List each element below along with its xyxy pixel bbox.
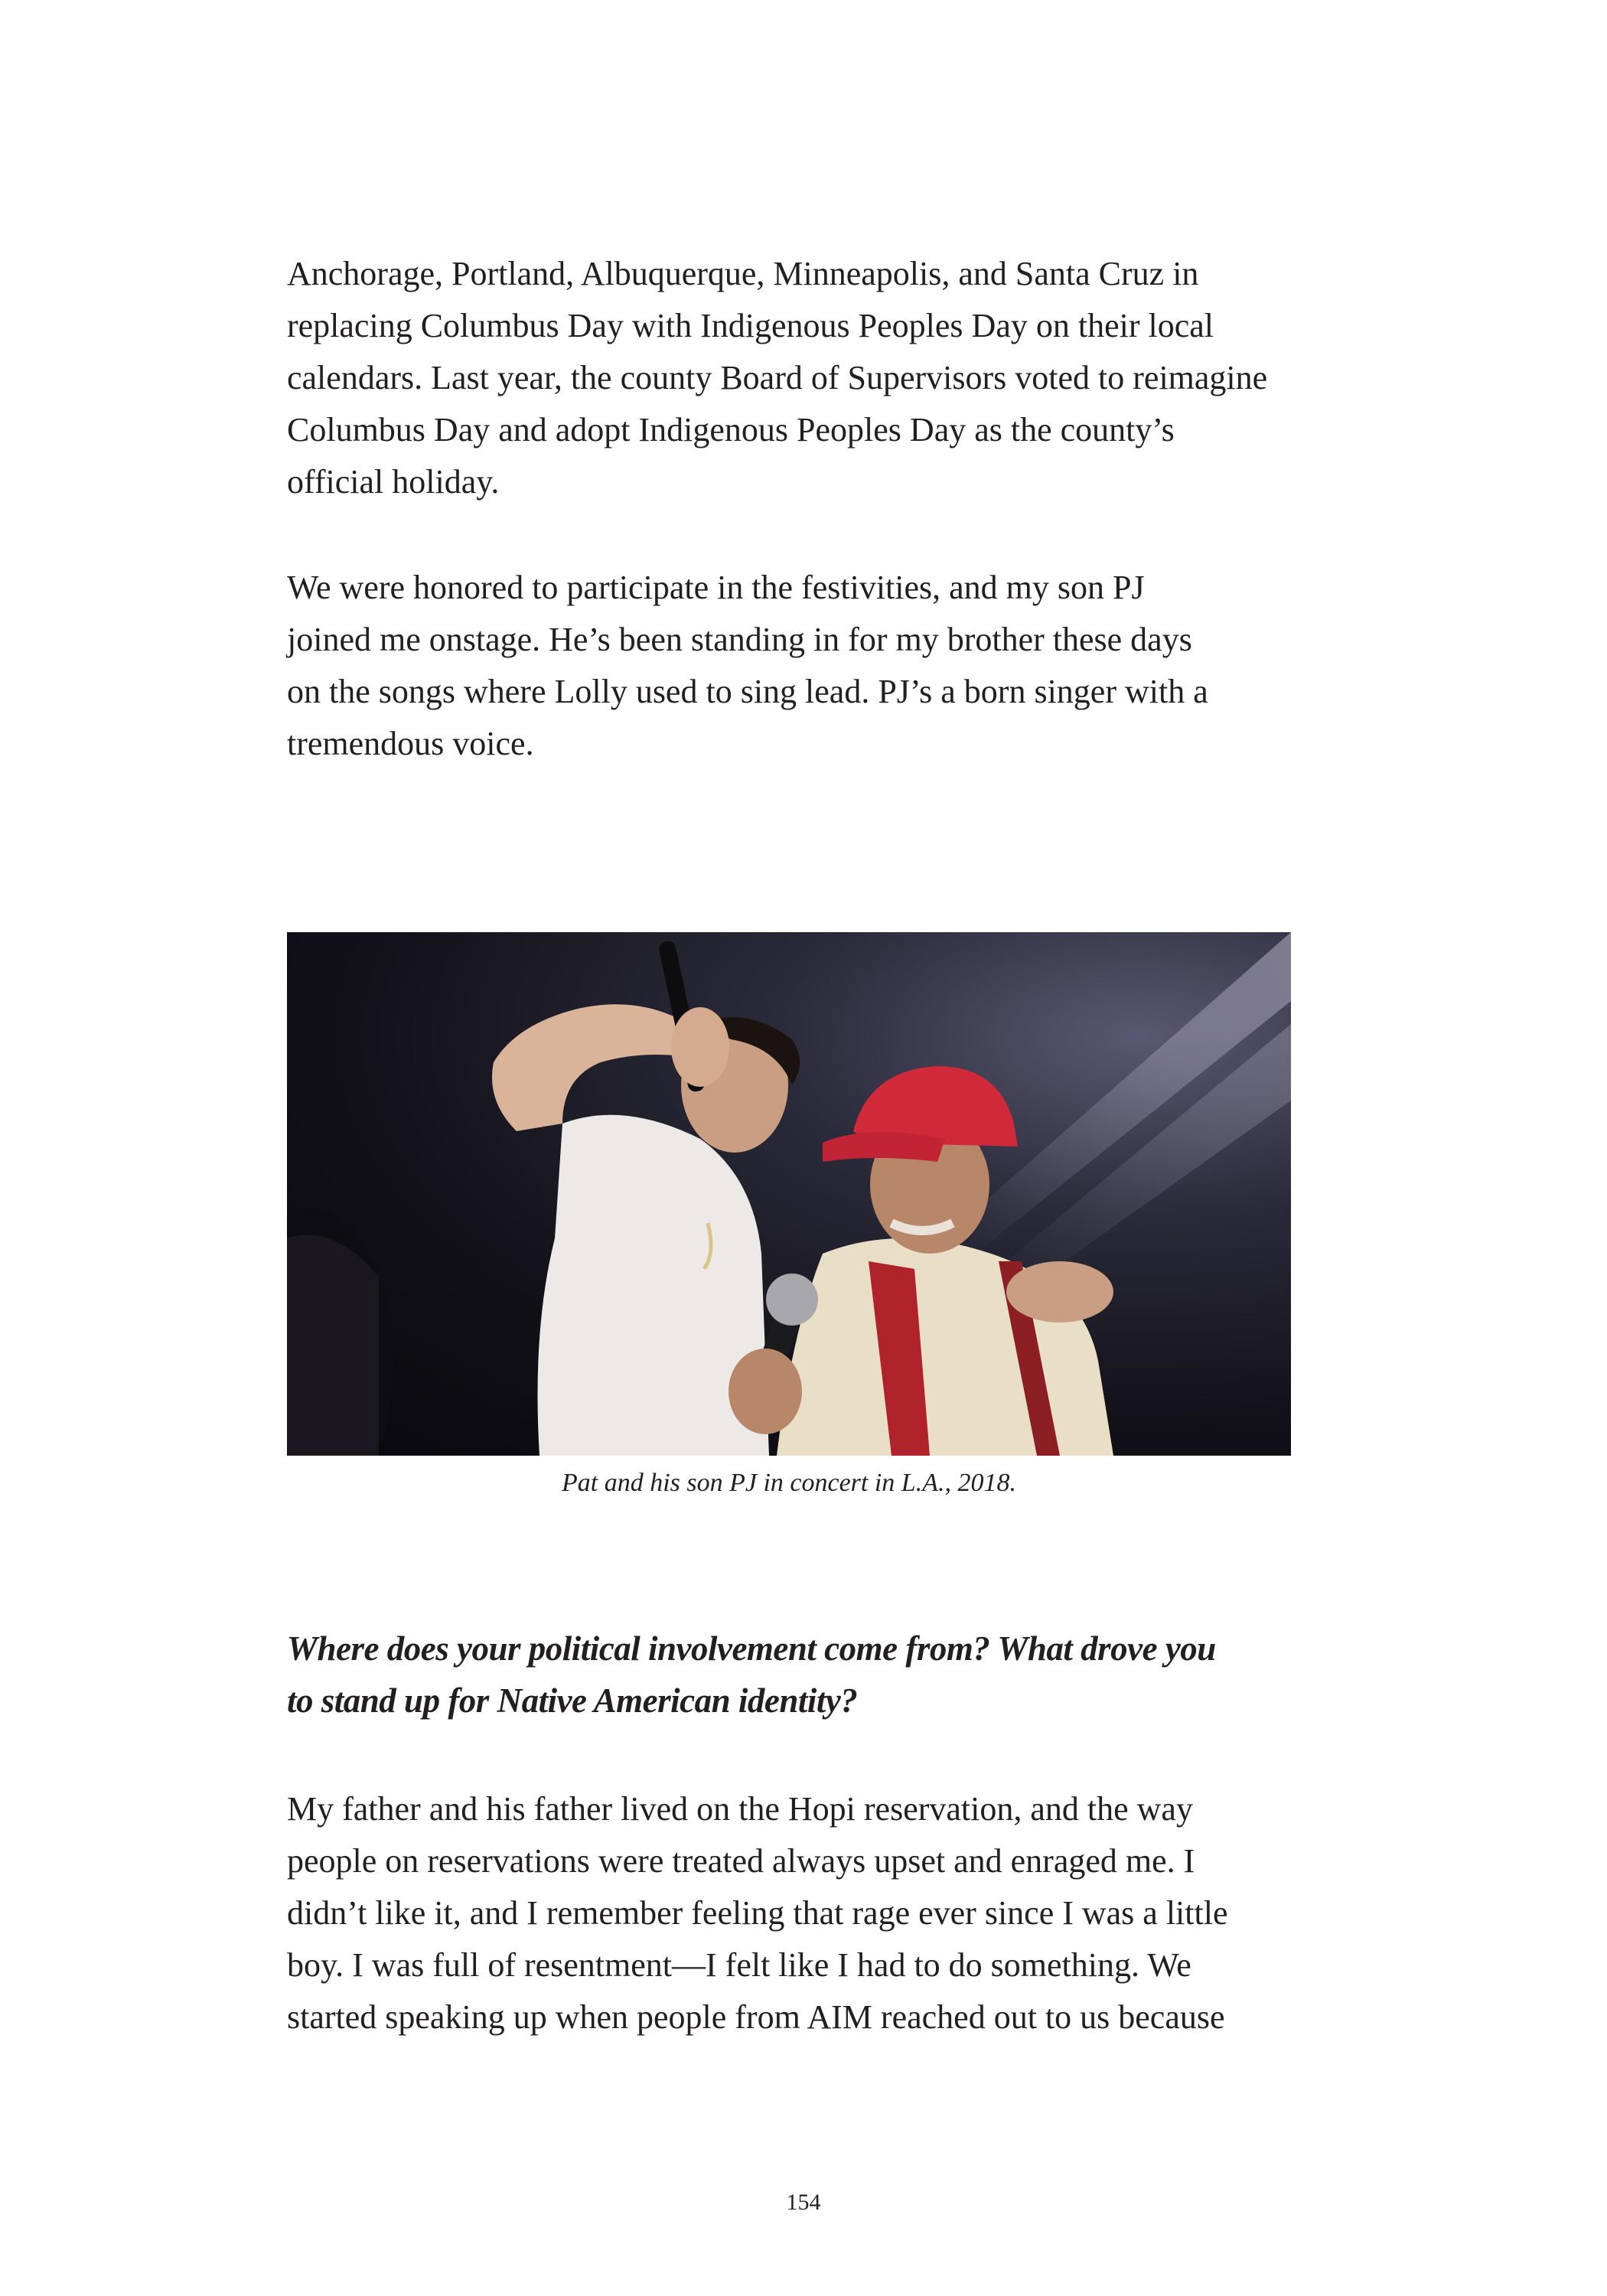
page-number: 154	[786, 2190, 821, 2215]
concert-photo-illustration	[287, 932, 1291, 1456]
text-line: boy. I was full of resentment—I felt like I had to do something. We	[287, 1946, 1191, 1984]
question-line: Where does your political involvement come from? What drove you	[287, 1629, 1216, 1668]
text-line: We were honored to participate in the festivities, and my son PJ	[287, 569, 1145, 606]
body-paragraph-3	[287, 1783, 1328, 2043]
text-line: joined me onstage. He’s been standing in for my brother these days	[287, 621, 1192, 658]
interview-question	[287, 1623, 1328, 1727]
concert-photo	[287, 932, 1291, 1456]
cap-brim	[823, 1132, 945, 1162]
photo-caption: Pat and his son PJ in concert in L.A., 2018.	[561, 1469, 1016, 1497]
text-line: people on reservations were treated always upset and enraged me. I	[287, 1842, 1195, 1880]
background-figure-hat	[287, 1235, 379, 1456]
singer-hand	[671, 1007, 729, 1087]
text-line: tremendous voice.	[287, 725, 534, 762]
microphone-head	[766, 1274, 818, 1326]
text-line: started speaking up when people from AIM reached out to us because	[287, 1998, 1225, 2036]
text-line: on the songs where Lolly used to sing lead. PJ’s a born singer with a	[287, 673, 1208, 710]
question-line: to stand up for Native American identity?	[287, 1681, 858, 1720]
body-paragraph-2	[287, 562, 1328, 770]
body-paragraph-1	[287, 248, 1328, 508]
text-line: didn’t like it, and I remember feeling that rage ever since I was a little	[287, 1894, 1228, 1932]
man-hand	[729, 1349, 802, 1434]
text-line: replacing Columbus Day with Indigenous Peoples Day on their local	[287, 307, 1214, 344]
hand-on-shoulder	[1006, 1261, 1113, 1322]
text-line: calendars. Last year, the county Board of Supervisors voted to reimagine	[287, 359, 1268, 396]
text-line: official holiday.	[287, 463, 500, 501]
text-line: My father and his father lived on the Hopi reservation, and the way	[287, 1790, 1193, 1828]
text-line: Anchorage, Portland, Albuquerque, Minneapolis, and Santa Cruz in	[287, 255, 1199, 292]
text-line: Columbus Day and adopt Indigenous Peoples Day as the county’s	[287, 411, 1175, 448]
